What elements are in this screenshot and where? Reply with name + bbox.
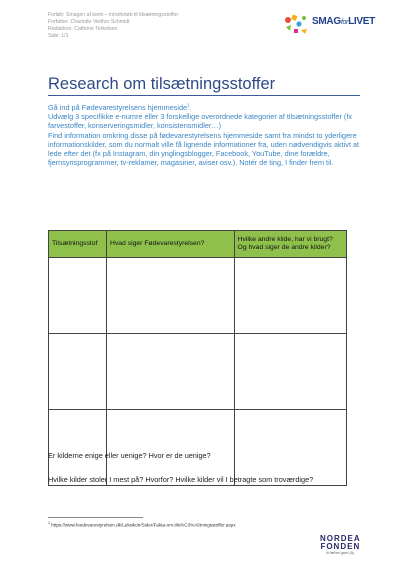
logo-wordmark: SMAGforLIVET — [312, 16, 375, 27]
instruction-visit-site: Gå ind på Fødevarestyrelsens hjemmeside$^1$. — [48, 102, 192, 112]
table-cell[interactable] — [106, 334, 234, 410]
instruction-select: Udvælg 3 specifikke e-numre eller 3 forskellige overordnede kategorier af tilsætningsstoffer (fx farvestoffer, konserveringsmidler, konsistensmidler…) — [48, 112, 353, 131]
research-table — [48, 230, 347, 486]
footnote-link[interactable]: https://www.foedevarestyrelsen.dk/Leksikon/Sider/Fakta-om-tils%C3%A6tningsstoffer.aspx — [51, 522, 236, 528]
footnote-divider — [48, 517, 143, 518]
title-divider — [48, 95, 360, 96]
table-cell[interactable] — [106, 258, 234, 334]
header-course: Forløb: Smagen af kemi – introforløb til tilsætningsstoffer — [48, 12, 179, 18]
header-author: Forfatter: Charlotte Vedhor Schmidt — [48, 19, 130, 25]
table-row — [49, 334, 347, 410]
header-editor: Redaktion: Cathrine Terkelsen — [48, 26, 118, 32]
document-header — [48, 12, 178, 40]
question-trust: Hvilke kilder stoler I mest på? Hvorfor? Hvilke kilder vil I betragte som troværdige? — [48, 475, 314, 484]
table-cell[interactable] — [234, 258, 346, 334]
table-cell[interactable] — [49, 334, 107, 410]
table-cell[interactable] — [234, 334, 346, 410]
footnote: $^1$ https://www.foedevarestyrelsen.dk/Leksikon/Sider/Fakta-om-tils%C3%A6tningsstoffer.aspx — [48, 521, 236, 528]
col-header-agency: Hvad siger Fødevarestyrelsen? — [106, 231, 234, 258]
question-agreement: Er kilderne enige eller uenige? Hvor er de uenige? — [48, 451, 211, 460]
header-page: Side: 1/1 — [48, 33, 69, 39]
table-header-row — [49, 231, 347, 258]
col-header-other-sources: Hvilke andre kilde, har vi brugt? Og hvad siger de andre kilder? — [234, 231, 346, 258]
nordea-fonden-logo: NORDEA FONDEN til fælles gavn (A) — [320, 534, 361, 555]
table-row — [49, 258, 347, 334]
page-title: Research om tilsætningsstoffer — [48, 75, 276, 93]
instructions — [48, 103, 363, 167]
instruction-research: Find information omkring disse på fødevarestyrelsens hjemmeside samt fra mindst to yderligere informationskilder, som du normalt ville få lignende informationer fra, uden nødvendigvis aktivt at lede efter det (fx på Instagram, din ynglingsblogger, Facebook, YouTube, dine forældre, fjernsynsprogrammer, tv-reklamer, magasiner, aviser osv.). Notér de ting, I finder frem til. — [48, 130, 360, 168]
col-header-additive: Tilsætningsstof — [49, 231, 107, 258]
table-cell[interactable] — [49, 258, 107, 334]
